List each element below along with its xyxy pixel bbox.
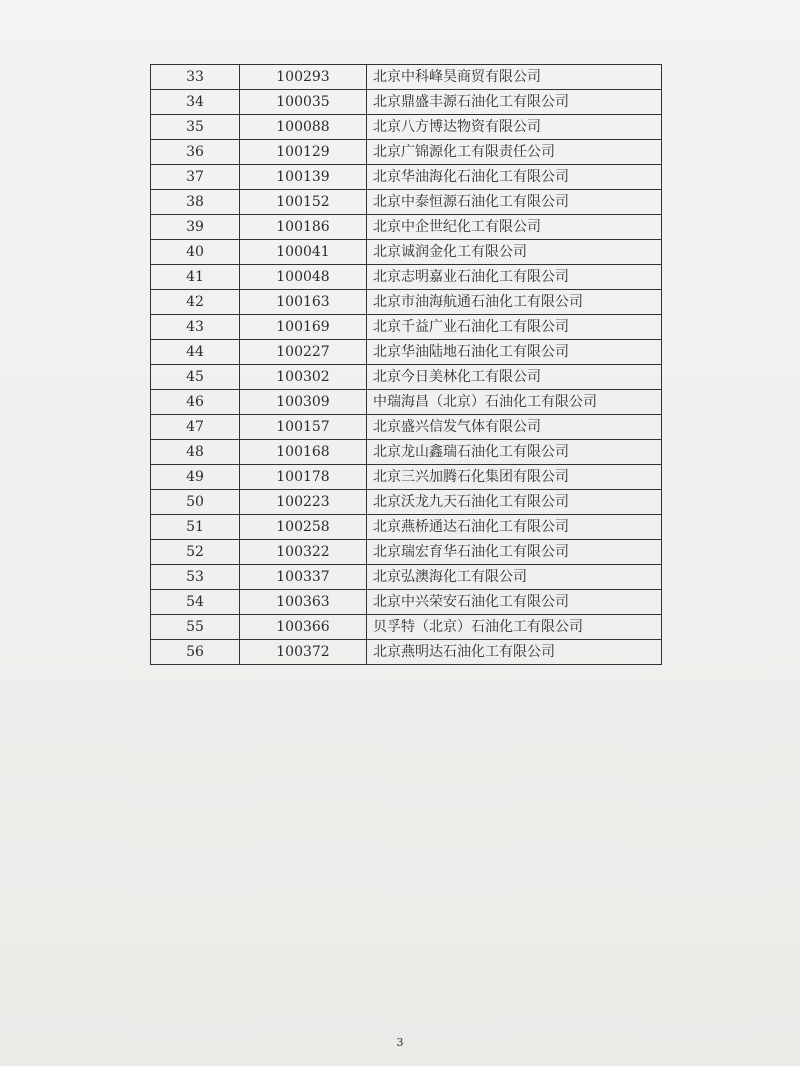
company-code: 100366 [240, 615, 367, 640]
row-number: 55 [151, 615, 240, 640]
company-name: 北京八方博达物资有限公司 [367, 115, 662, 140]
row-number: 37 [151, 165, 240, 190]
row-number: 51 [151, 515, 240, 540]
row-number: 38 [151, 190, 240, 215]
company-name: 北京龙山鑫瑞石油化工有限公司 [367, 440, 662, 465]
company-code: 100363 [240, 590, 367, 615]
table-row [151, 440, 662, 465]
row-number: 44 [151, 340, 240, 365]
company-name: 北京中泰恒源石油化工有限公司 [367, 190, 662, 215]
company-name: 北京志明嘉业石油化工有限公司 [367, 265, 662, 290]
company-name: 北京中兴荣安石油化工有限公司 [367, 590, 662, 615]
row-number: 45 [151, 365, 240, 390]
table-row [151, 340, 662, 365]
company-table-body [151, 65, 662, 665]
row-number: 36 [151, 140, 240, 165]
company-code: 100169 [240, 315, 367, 340]
table-row [151, 190, 662, 215]
row-number: 42 [151, 290, 240, 315]
table-row [151, 265, 662, 290]
table-row [151, 90, 662, 115]
row-number: 49 [151, 465, 240, 490]
company-name: 北京千益广业石油化工有限公司 [367, 315, 662, 340]
company-name: 北京瑞宏育华石油化工有限公司 [367, 540, 662, 565]
row-number: 34 [151, 90, 240, 115]
company-code: 100227 [240, 340, 367, 365]
company-name: 北京盛兴信发气体有限公司 [367, 415, 662, 440]
row-number: 54 [151, 590, 240, 615]
row-number: 41 [151, 265, 240, 290]
table-row [151, 565, 662, 590]
company-code: 100302 [240, 365, 367, 390]
company-name: 北京中企世纪化工有限公司 [367, 215, 662, 240]
company-name: 北京广锦源化工有限责任公司 [367, 140, 662, 165]
company-code: 100309 [240, 390, 367, 415]
row-number: 35 [151, 115, 240, 140]
table-row [151, 290, 662, 315]
company-code: 100186 [240, 215, 367, 240]
row-number: 43 [151, 315, 240, 340]
row-number: 56 [151, 640, 240, 665]
company-name: 北京弘澳海化工有限公司 [367, 565, 662, 590]
table-row [151, 490, 662, 515]
company-code: 100178 [240, 465, 367, 490]
company-name: 北京鼎盛丰源石油化工有限公司 [367, 90, 662, 115]
company-name: 中瑞海昌（北京）石油化工有限公司 [367, 390, 662, 415]
row-number: 52 [151, 540, 240, 565]
row-number: 47 [151, 415, 240, 440]
company-code: 100157 [240, 415, 367, 440]
company-code: 100035 [240, 90, 367, 115]
company-code: 100372 [240, 640, 367, 665]
company-name: 北京中科峰昊商贸有限公司 [367, 65, 662, 90]
table-row [151, 215, 662, 240]
company-name: 北京今日美林化工有限公司 [367, 365, 662, 390]
row-number: 40 [151, 240, 240, 265]
company-name: 北京燕桥通达石油化工有限公司 [367, 515, 662, 540]
company-code: 100129 [240, 140, 367, 165]
company-name: 北京市油海航通石油化工有限公司 [367, 290, 662, 315]
company-name: 贝孚特（北京）石油化工有限公司 [367, 615, 662, 640]
table-row [151, 365, 662, 390]
row-number: 48 [151, 440, 240, 465]
table-row [151, 240, 662, 265]
table-row [151, 640, 662, 665]
table-row [151, 65, 662, 90]
row-number: 50 [151, 490, 240, 515]
company-code: 100048 [240, 265, 367, 290]
company-name: 北京华油陆地石油化工有限公司 [367, 340, 662, 365]
company-name: 北京诚润金化工有限公司 [367, 240, 662, 265]
company-code: 100152 [240, 190, 367, 215]
table-row [151, 515, 662, 540]
table-row [151, 590, 662, 615]
company-code: 100258 [240, 515, 367, 540]
table-row [151, 390, 662, 415]
table-row [151, 465, 662, 490]
table-row [151, 415, 662, 440]
company-code: 100293 [240, 65, 367, 90]
company-code: 100163 [240, 290, 367, 315]
company-code: 100337 [240, 565, 367, 590]
table-row [151, 315, 662, 340]
company-name: 北京华油海化石油化工有限公司 [367, 165, 662, 190]
table-row [151, 540, 662, 565]
company-name: 北京沃龙九天石油化工有限公司 [367, 490, 662, 515]
company-code: 100322 [240, 540, 367, 565]
company-code: 100139 [240, 165, 367, 190]
company-code: 100223 [240, 490, 367, 515]
page-number: 3 [396, 1036, 404, 1049]
row-number: 46 [151, 390, 240, 415]
table-row [151, 115, 662, 140]
company-code: 100088 [240, 115, 367, 140]
row-number: 39 [151, 215, 240, 240]
company-name: 北京燕明达石油化工有限公司 [367, 640, 662, 665]
company-code: 100168 [240, 440, 367, 465]
company-table [150, 64, 662, 665]
table-row [151, 140, 662, 165]
company-code: 100041 [240, 240, 367, 265]
row-number: 53 [151, 565, 240, 590]
row-number: 33 [151, 65, 240, 90]
table-row [151, 165, 662, 190]
table-row [151, 615, 662, 640]
company-name: 北京三兴加腾石化集团有限公司 [367, 465, 662, 490]
